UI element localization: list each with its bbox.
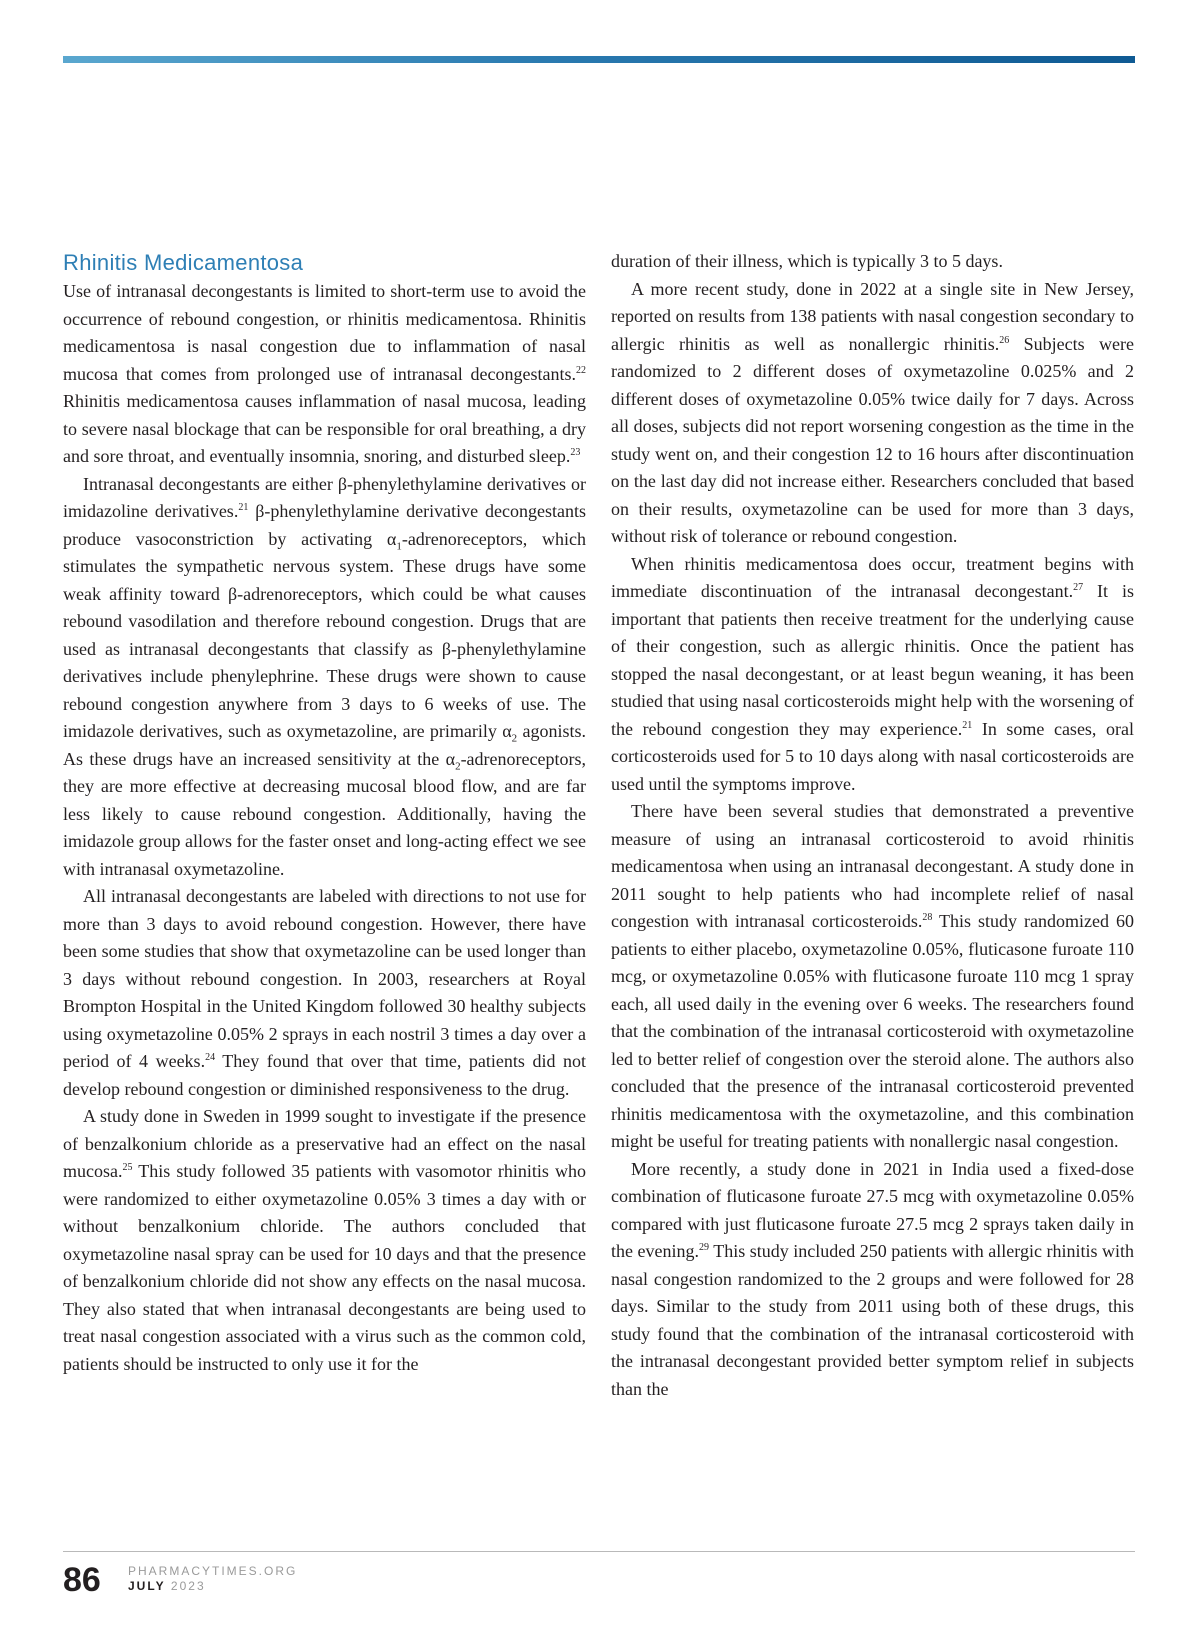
reference-superscript: 29 bbox=[699, 1242, 709, 1253]
footer-divider bbox=[63, 1551, 1135, 1552]
footer-month: JULY bbox=[128, 1579, 166, 1593]
subscript: 1 bbox=[396, 540, 402, 553]
footer-site: PHARMACYTIMES.ORG bbox=[128, 1564, 298, 1578]
reference-superscript: 26 bbox=[999, 334, 1010, 346]
page-number: 86 bbox=[63, 1561, 101, 1599]
paragraph: All intranasal decongestants are labeled with directions to not use for more than 3 days to avoid rebound congestion. However, there have been some studies that show that oxymetazoline can be used longer than 3 days without rebound congestion. In 2003, researchers at Royal Brompton Hospital in the United Kingdom followed 30 healthy subjects using oxymetazoline 0.05% 2 sprays in each nostril 3 times a day over a period of 4 weeks.$^{24}$ They found that over that time, patients did not develop rebound congestion or diminished responsiveness to the drug. bbox=[63, 886, 586, 1099]
reference-superscript: 27 bbox=[1073, 582, 1084, 593]
header-accent-bar bbox=[63, 56, 1135, 63]
paragraph: duration of their illness, which is typically 3 to 5 days. bbox=[611, 251, 1003, 271]
reference-superscript: 25 bbox=[122, 1162, 133, 1173]
reference-superscript: 22 bbox=[576, 364, 586, 376]
paragraph: More recently, a study done in 2021 in India used a fixed-dose combination of fluticasone furoate 27.5 mcg with oxymetazoline 0.05% compared with just fluticasone furoate 27.5 mcg 2 sprays taken daily in the evening.$^{29}$ This study included 250 patients with allergic rhinitis with nasal congestion randomized to the 2 groups and were followed for 28 days. Similar to the study from 2011 using both of these drugs, this study found that the combination of the intranasal corticosteroid with the intranasal decongestant provided better symptom relief in subjects than the bbox=[611, 1158, 1134, 1399]
reference-superscript: 21 bbox=[962, 719, 973, 731]
reference-superscript: 28 bbox=[922, 912, 933, 923]
right-column bbox=[611, 248, 1134, 1403]
reference-superscript: 23 bbox=[570, 447, 581, 458]
left-column bbox=[63, 248, 586, 1378]
footer-issue-date bbox=[128, 1579, 206, 1593]
paragraph: Intranasal decongestants are either β-phenylethylamine derivatives or imidazoline derivatives.$^{21}$ β-phenylethylamine derivative decongestants produce vasoconstriction by activating $\alpha_1$-adrenoreceptors, which stimulates the sympathetic nervous system. These drugs have some weak affinity toward β-adrenoreceptors, which could be what causes rebound vasodilation and therefore rebound congestion. Drugs that are used as intranasal decongestants that classify as β-phenylethylamine derivatives include phenylephrine. These drugs were shown to cause rebound congestion anywhere from 3 days to 6 weeks of use. The imidazole derivatives, such as oxymetazoline, are primarily $\alpha_2$ agonists. As these drugs have an increased sensitivity at the $\alpha_2$-adrenoreceptors, they are more effective at decreasing mucosal blood flow, and are far less likely to cause rebound congestion. Additionally, having the imidazole group allows for the faster onset and long-acting effect we see with intranasal oxymetazoline. bbox=[63, 473, 586, 879]
paragraph: A more recent study, done in 2022 at a single site in New Jersey, reported on results from 138 patients with nasal congestion secondary to allergic rhinitis as well as nonallergic rhinitis.$^{26}$ Subjects were randomized to 2 different doses of oxymetazoline 0.025% and 2 different doses of oxymetazoline 0.05% twice daily for 7 days. Across all doses, subjects did not report worsening congestion as the time in the study went on, and their congestion 12 to 16 hours after discontinuation on the last day did not increase either. Researchers concluded that based on their results, oxymetazoline can be used for more than 3 days, without risk of tolerance or rebound congestion. bbox=[611, 278, 1135, 546]
footer-year: 2023 bbox=[170, 1579, 206, 1593]
paragraph: Use of intranasal decongestants is limited to short-term use to avoid the occurrence of rebound congestion, or rhinitis medicamentosa. Rhinitis medicamentosa is nasal congestion due to inflammation of nasal mucosa that comes from prolonged use of intranasal decongestants.$^{22}$ Rhinitis medicamentosa causes inflammation of nasal mucosa, leading to severe nasal blockage that can be responsible for oral breathing, a dry and sore throat, and eventually insomnia, snoring, and disturbed sleep.$^{23}$ bbox=[63, 281, 586, 466]
reference-superscript: 24 bbox=[205, 1052, 216, 1063]
subscript: 2 bbox=[511, 732, 518, 745]
section-heading: Rhinitis Medicamentosa bbox=[63, 250, 304, 275]
paragraph: There have been several studies that demonstrated a preventive measure of using an intranasal corticosteroid to avoid rhinitis medicamentosa when using an intranasal decongestant. A study done in 2011 sought to help patients who had incomplete relief of nasal congestion with intranasal corticosteroids.$^{28}$ This study randomized 60 patients to either placebo, oxymetazoline 0.05%, fluticasone furoate 110 mcg, or oxymetazoline 0.05% with fluticasone furoate 110 mcg 1 spray each, all used daily in the evening over 6 weeks. The researchers found that the combination of the intranasal corticosteroid with oxymetazoline led to better relief of congestion over the steroid alone. The authors also concluded that the presence of the intranasal corticosteroid prevented rhinitis medicamentosa with the oxymetazoline, and this combination might be useful for treating patients with nonallergic nasal congestion. bbox=[611, 801, 1134, 1151]
subscript: 2 bbox=[455, 760, 461, 773]
paragraph: When rhinitis medicamentosa does occur, treatment begins with immediate discontinuation of the intranasal decongestant.$^{27}$ It is important that patients then receive treatment for the underlying cause of their congestion, such as allergic rhinitis. Once the patient has stopped the nasal decongestant, or at least begun weaning, it has been studied that using nasal corticosteroids might help with the worsening of the rebound congestion they may experience.$^{21}$ In some cases, oral corticosteroids used for 5 to 10 days along with nasal corticosteroids are used until the symptoms improve. bbox=[611, 553, 1134, 794]
reference-superscript: 21 bbox=[238, 502, 249, 513]
paragraph: A study done in Sweden in 1999 sought to investigate if the presence of benzalkonium chloride as a preservative had an effect on the nasal mucosa.$^{25}$ This study followed 35 patients with vasomotor rhinitis who were randomized to either oxymetazoline 0.05% 3 times a day with or without benzalkonium chloride. The authors concluded that oxymetazoline nasal spray can be used for 10 days and that the presence of benzalkonium chloride did not show any effects on the nasal mucosa. They also stated that when intranasal decongestants are being used to treat nasal congestion associated with a virus such as the common cold, patients should be instructed to only use it for the bbox=[63, 1106, 586, 1374]
